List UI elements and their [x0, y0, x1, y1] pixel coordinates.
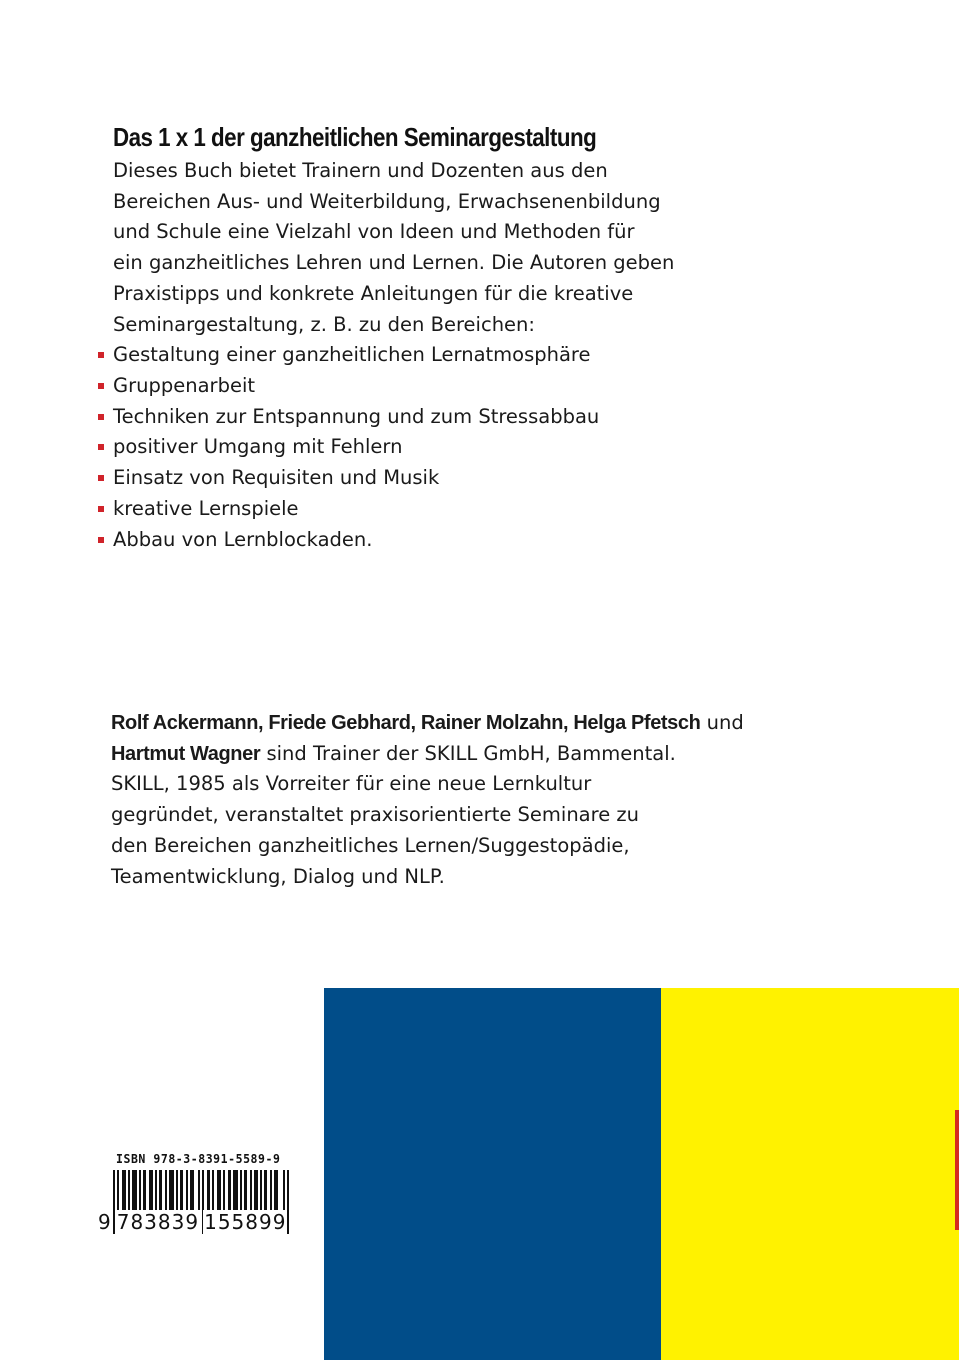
author-bio-line: gegründet, veranstaltet praxisorientierte Seminare zu [111, 803, 640, 827]
barcode-digit-group: 155899 [204, 1210, 287, 1234]
intro-line: und Schule eine Vielzahl von Ideen und Methoden für [113, 220, 635, 244]
topic-text: Gruppenarbeit [113, 373, 256, 397]
isbn-label: ISBN 978-3-8391-5589-9 [116, 1151, 281, 1166]
author-conjunction: und [706, 711, 744, 734]
author-bio [111, 708, 751, 892]
topics-list [0, 340, 599, 556]
back-cover-title: Das 1 x 1 der ganzheitlichen Seminargestaltung [113, 122, 597, 152]
author-bio-line: sind Trainer der SKILL GmbH, Bammental. [266, 741, 676, 765]
list-item [0, 371, 599, 402]
intro-line: Bereichen Aus- und Weiterbildung, Erwachsenenbildung [113, 189, 661, 213]
yellow-color-block [661, 988, 959, 1360]
topic-text: Abbau von Lernblockaden. [113, 527, 373, 551]
author-bio-line: den Bereichen ganzheitliches Lernen/Suggestopädie, [111, 833, 630, 857]
barcode-digit-group: 783839 [116, 1210, 200, 1234]
barcode-digit-lead: 9 [98, 1210, 112, 1234]
topic-text: kreative Lernspiele [113, 496, 299, 520]
square-bullet-icon [98, 383, 104, 389]
author-bio-line: SKILL, 1985 als Vorreiter für eine neue Lernkultur [111, 772, 592, 796]
square-bullet-icon [98, 506, 104, 512]
list-item [0, 402, 599, 433]
topic-text: positiver Umgang mit Fehlern [113, 435, 403, 459]
blue-color-block [324, 988, 661, 1360]
topic-text: Einsatz von Requisiten und Musik [113, 466, 440, 490]
square-bullet-icon [98, 444, 104, 450]
square-bullet-icon [98, 414, 104, 420]
author-bio-line: Teamentwicklung, Dialog und NLP. [111, 864, 445, 888]
intro-line: Dieses Buch bietet Trainern und Dozenten aus den [113, 159, 608, 182]
barcode-digits [98, 1210, 287, 1234]
square-bullet-icon [98, 352, 104, 358]
red-edge-strip [955, 1110, 959, 1230]
list-item [0, 494, 599, 525]
intro-line: Seminargestaltung, z. B. zu den Bereichen: [113, 312, 535, 336]
author-names: Rolf Ackermann, Friede Gebhard, Rainer Molzahn, Helga Pfetsch [111, 712, 701, 734]
list-item [0, 463, 599, 494]
list-item [0, 525, 599, 556]
topic-text: Techniken zur Entspannung und zum Stressabbau [113, 404, 600, 428]
topic-text: Gestaltung einer ganzheitlichen Lernatmosphäre [113, 343, 591, 366]
square-bullet-icon [98, 537, 104, 543]
square-bullet-icon [98, 475, 104, 481]
list-item [0, 432, 599, 463]
intro-line: Praxistipps und konkrete Anleitungen für die kreative [113, 281, 634, 305]
intro-line: ein ganzheitliches Lehren und Lernen. Die Autoren geben [113, 251, 675, 275]
intro-text [113, 156, 733, 340]
list-item [0, 340, 599, 371]
author-name-last: Hartmut Wagner [111, 742, 261, 765]
